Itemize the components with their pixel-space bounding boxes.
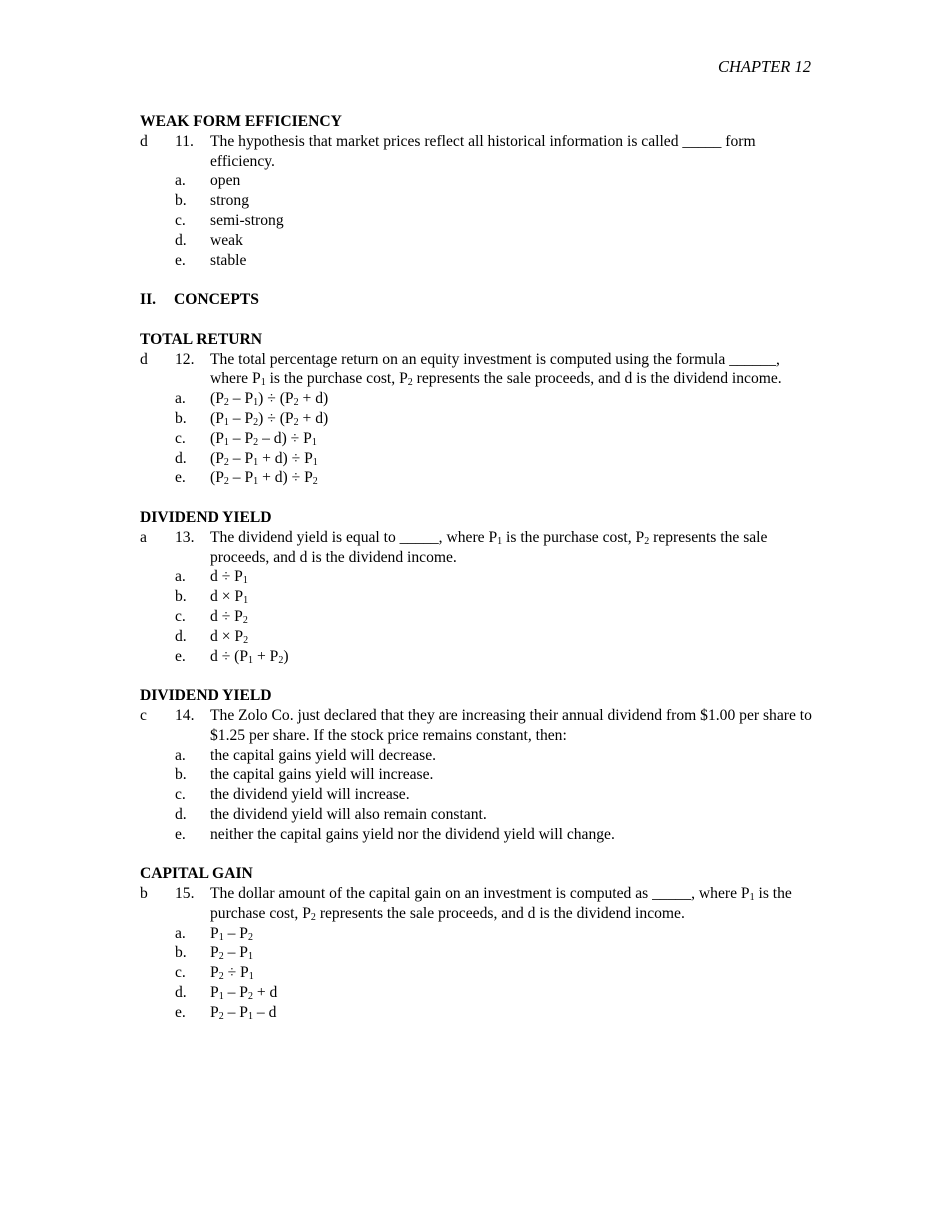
option-text: the capital gains yield will decrease. xyxy=(210,746,437,764)
answer-key: c xyxy=(140,706,147,724)
option-text: the dividend yield will also remain constant. xyxy=(210,805,487,823)
option-letter: d. xyxy=(175,627,187,645)
question-text: The Zolo Co. just declared that they are increasing their annual dividend from $1.00 per share to $1.25 per share. If the stock price remains constant, then: xyxy=(210,706,812,744)
spacer xyxy=(140,270,812,290)
option-letter: d. xyxy=(175,449,187,467)
option-text: $d \times P_2$ xyxy=(210,627,249,646)
question-number: 15. xyxy=(175,885,195,903)
option-letter: b. xyxy=(175,192,187,210)
answer-key: a xyxy=(140,528,147,546)
option-letter: b. xyxy=(175,588,187,606)
option-row xyxy=(140,647,812,667)
option-letter: c. xyxy=(175,786,186,804)
option-row xyxy=(140,389,812,409)
option-row xyxy=(140,1003,812,1023)
option-letter: a. xyxy=(175,924,186,942)
option-row xyxy=(140,983,812,1003)
option-text: open xyxy=(210,172,241,190)
option-text: semi-strong xyxy=(210,211,284,229)
option-text: $d \times P_1$ xyxy=(210,588,249,607)
section-heading: DIVIDEND YIELD xyxy=(140,508,272,526)
section-heading: TOTAL RETURN xyxy=(140,330,263,348)
option-letter: e. xyxy=(175,647,186,665)
option-row xyxy=(140,785,812,805)
option-letter: b. xyxy=(175,944,187,962)
option-letter: d. xyxy=(175,805,187,823)
option-row xyxy=(140,429,812,449)
answer-key: d xyxy=(140,350,148,368)
option-text: the dividend yield will increase. xyxy=(210,786,410,804)
section-heading: WEAK FORM EFFICIENCY xyxy=(140,113,342,130)
question-text: The dividend yield is equal to _____, where $P_1$ is the purchase cost, $P_2$ represents the sale proceeds, and d is the dividend income. xyxy=(210,528,768,566)
question-row xyxy=(140,132,812,172)
answer-key: b xyxy=(140,885,148,903)
question-text: The hypothesis that market prices reflect all historical information is called _____ form efficiency. xyxy=(210,132,756,170)
option-text: neither the capital gains yield nor the dividend yield will change. xyxy=(210,825,615,843)
spacer xyxy=(140,488,812,508)
question-text: The dollar amount of the capital gain on an investment is computed as _____, where $P_1$ is the purchase cost, $P_2$ represents the sale proceeds, and d is the dividend income. xyxy=(210,885,792,923)
option-text: $(P_2 - P_1) \div (P_2 + d)$ xyxy=(210,390,329,409)
option-text: $(P_2 - P_1 + d) \div P_1$ xyxy=(210,449,318,468)
question-content xyxy=(140,112,812,1023)
option-row xyxy=(140,587,812,607)
question-number: 14. xyxy=(175,706,195,724)
question-number: 12. xyxy=(175,350,195,368)
section-heading: DIVIDEND YIELD xyxy=(140,687,272,705)
option-letter: e. xyxy=(175,825,186,843)
option-letter: b. xyxy=(175,409,187,427)
question-row xyxy=(140,706,812,746)
option-text: $P_2 - P_1$ – d xyxy=(210,1003,277,1022)
option-row xyxy=(140,231,812,251)
option-text: stable xyxy=(210,251,247,269)
question-row xyxy=(140,528,812,568)
option-row xyxy=(140,924,812,944)
section-heading: CAPITAL GAIN xyxy=(140,865,253,883)
part-title-text: CONCEPTS xyxy=(174,291,259,309)
option-row xyxy=(140,963,812,983)
option-row xyxy=(140,943,812,963)
option-row xyxy=(140,607,812,627)
spacer xyxy=(140,310,812,330)
option-row xyxy=(140,251,812,271)
option-letter: c. xyxy=(175,607,186,625)
option-row xyxy=(140,211,812,231)
option-row xyxy=(140,468,812,488)
option-text: strong xyxy=(210,192,249,210)
option-text: $(P_2 - P_1 + d) \div P_2$ xyxy=(210,469,318,488)
option-text: $P_1 - P_2$ xyxy=(210,924,253,943)
option-letter: a. xyxy=(175,746,186,764)
option-letter: c. xyxy=(175,429,186,447)
option-letter: e. xyxy=(175,1003,186,1021)
option-letter: a. xyxy=(175,172,186,190)
option-text: weak xyxy=(210,231,243,249)
option-row xyxy=(140,805,812,825)
answer-key: d xyxy=(140,132,148,150)
part-numeral: II. xyxy=(140,291,157,309)
option-text: the capital gains yield will increase. xyxy=(210,766,434,784)
option-text: $d \div P_1$ xyxy=(210,568,248,587)
spacer xyxy=(140,844,812,864)
option-text: $(P_1 - P_2 - d) \div P_1$ xyxy=(210,429,317,448)
option-text: $P_2 - P_1$ xyxy=(210,944,253,963)
option-letter: c. xyxy=(175,211,186,229)
option-letter: a. xyxy=(175,390,186,408)
option-row xyxy=(140,191,812,211)
question-number: 11. xyxy=(175,132,194,150)
option-letter: e. xyxy=(175,251,186,269)
option-row xyxy=(140,449,812,469)
option-letter: e. xyxy=(175,469,186,487)
option-letter: d. xyxy=(175,984,187,1002)
question-row xyxy=(140,350,812,390)
option-row xyxy=(140,746,812,766)
chapter-header: CHAPTER 12 xyxy=(717,57,811,76)
option-row xyxy=(140,171,812,191)
option-row xyxy=(140,825,812,845)
option-text: $d \div (P_1 + P_2)$ xyxy=(210,647,289,666)
option-letter: d. xyxy=(175,231,187,249)
option-letter: a. xyxy=(175,568,186,586)
option-row xyxy=(140,409,812,429)
question-row xyxy=(140,884,812,924)
option-text: $P_1 - P_2 + d$ xyxy=(210,984,278,1003)
option-text: $P_2 \div P_1$ xyxy=(210,964,254,983)
option-row xyxy=(140,765,812,785)
option-text: $(P_1 - P_2) \div (P_2 + d)$ xyxy=(210,409,329,428)
option-text: $d \div P_2$ xyxy=(210,607,248,626)
option-letter: c. xyxy=(175,964,186,982)
part-heading xyxy=(140,290,812,310)
option-row xyxy=(140,567,812,587)
option-row xyxy=(140,627,812,647)
spacer xyxy=(140,666,812,686)
question-number: 13. xyxy=(175,528,195,546)
option-letter: b. xyxy=(175,766,187,784)
question-text: The total percentage return on an equity investment is computed using the formula ______, where $P_1$ is the purchase cost, $P_2$ represents the sale proceeds, and d is the dividend income. xyxy=(210,350,782,389)
